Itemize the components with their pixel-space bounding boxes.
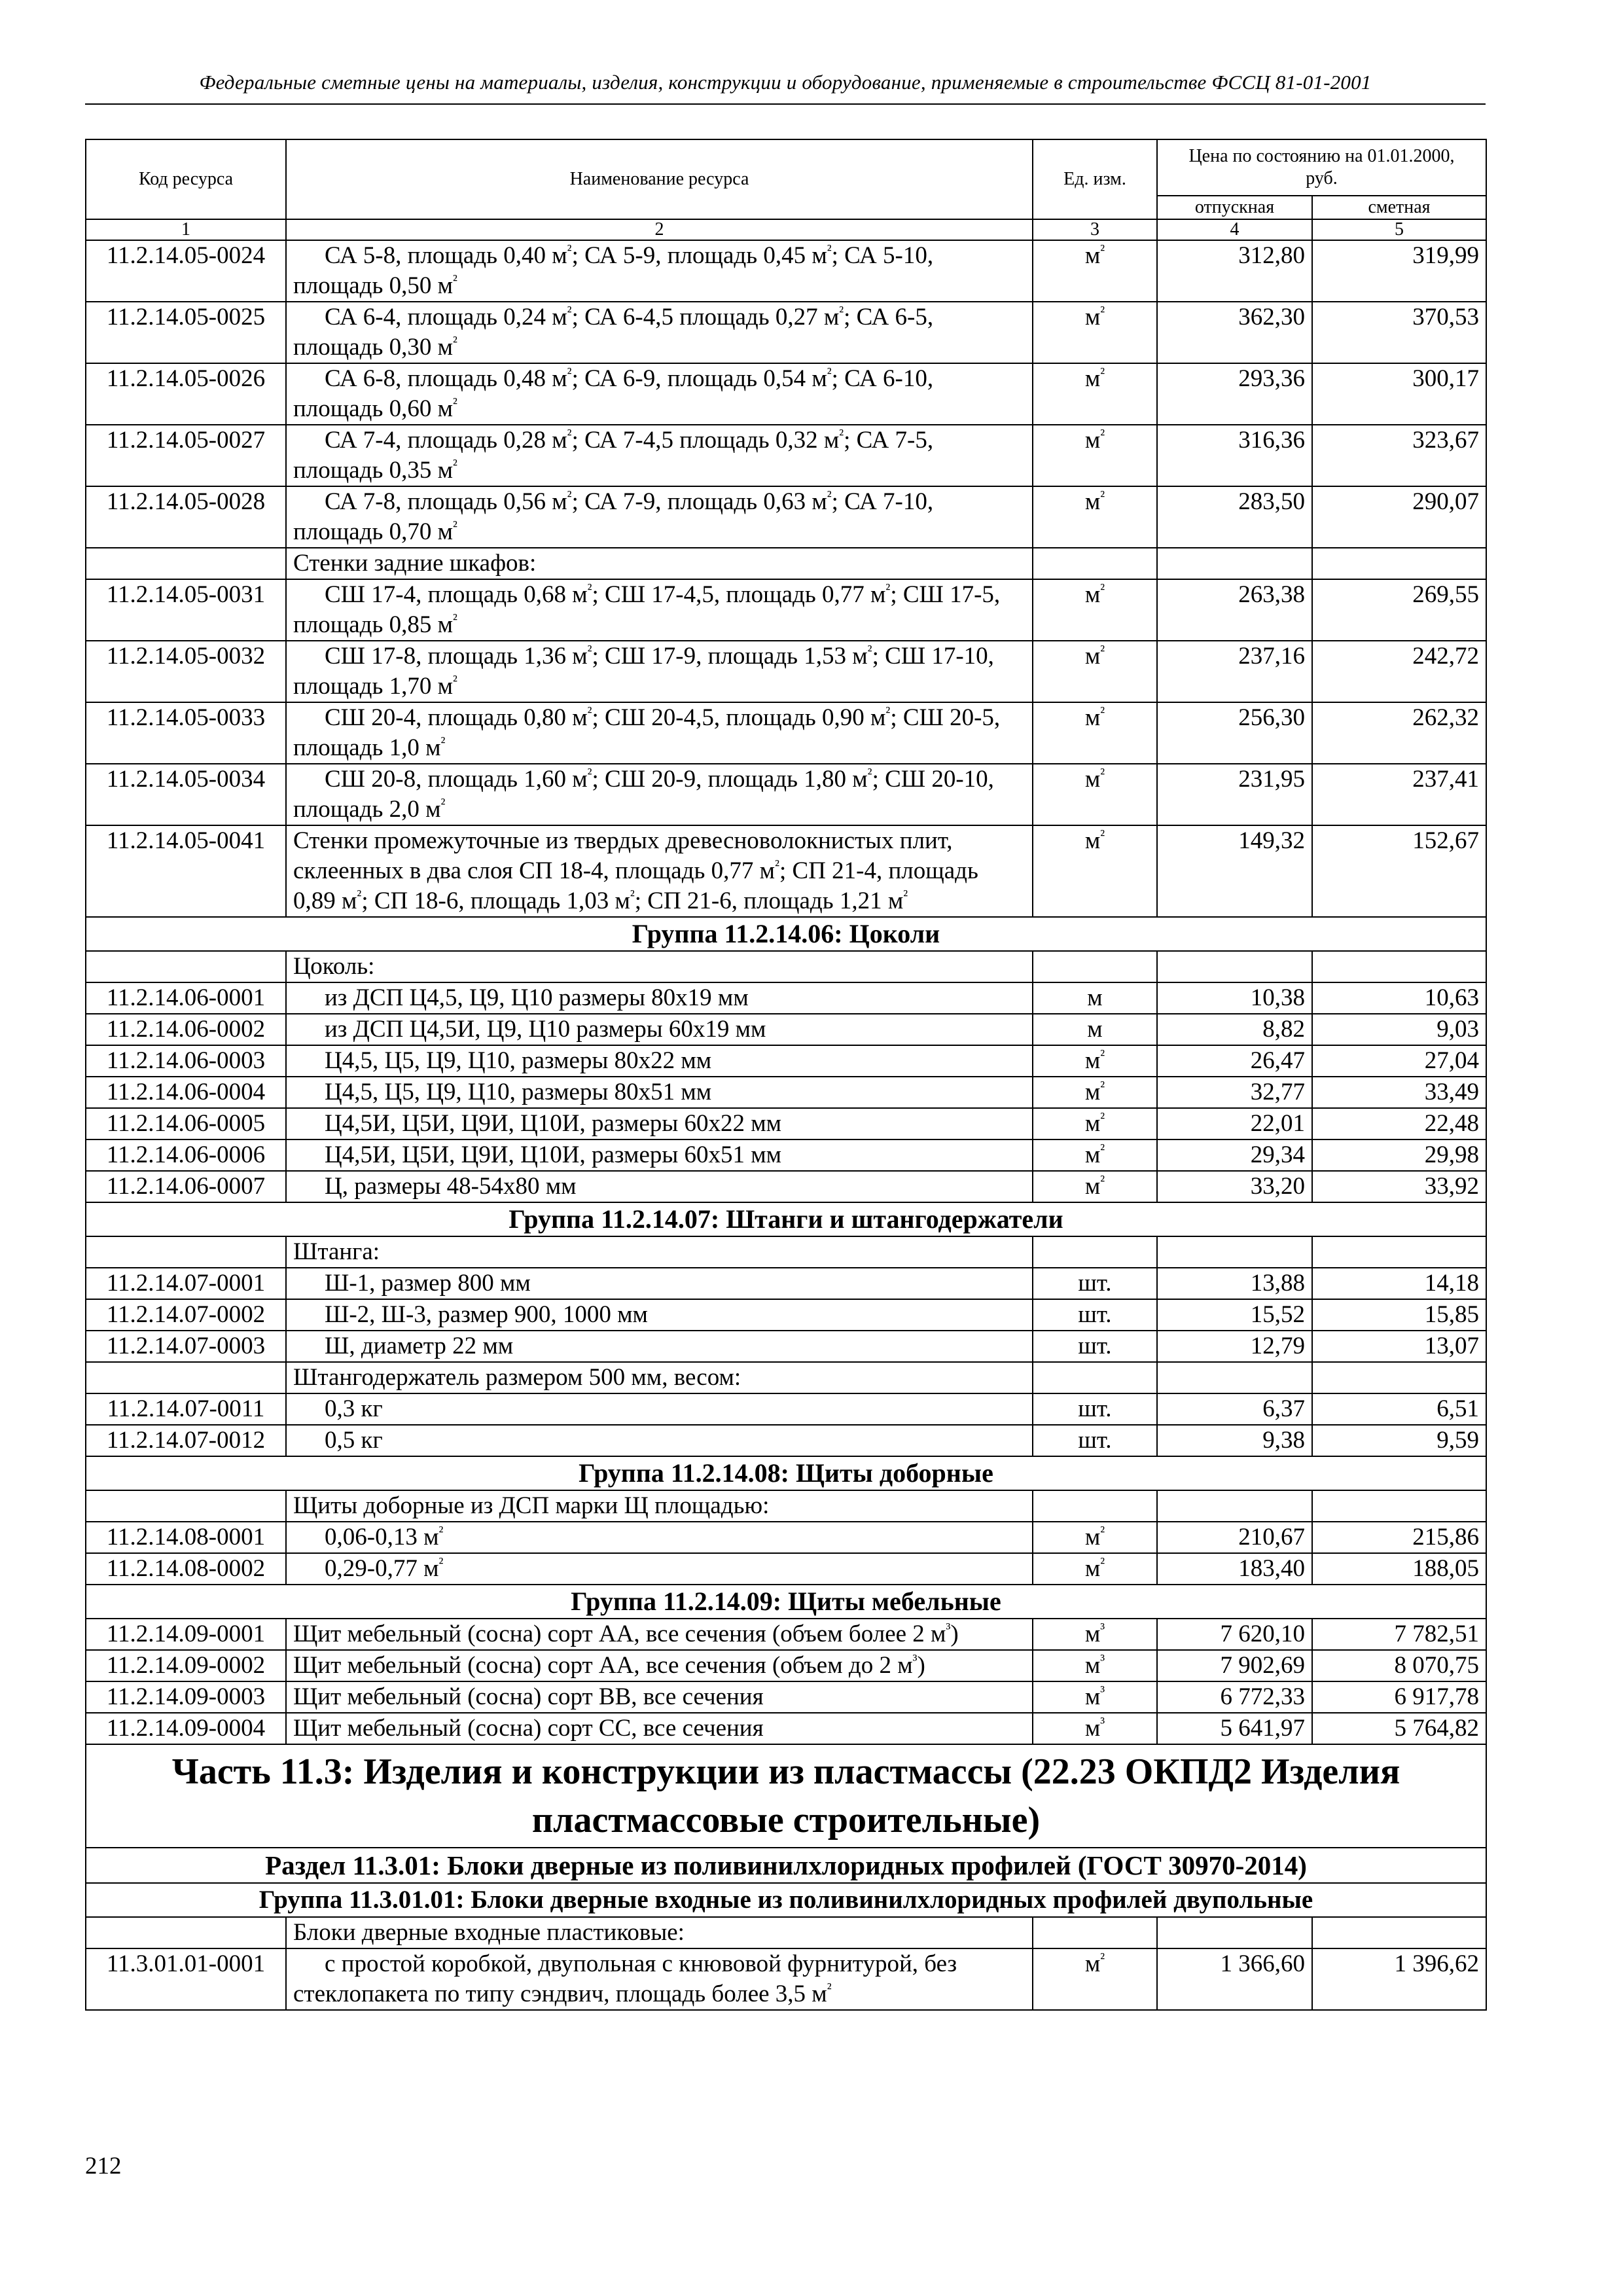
estimate-price: 14,18: [1312, 1268, 1486, 1299]
estimate-price: 27,04: [1312, 1045, 1486, 1077]
table-body: [86, 240, 1486, 2010]
estimate-price: 6 917,78: [1312, 1681, 1486, 1713]
table-row: [86, 1299, 1486, 1331]
page-number: 212: [85, 2153, 122, 2179]
table-row: [86, 1171, 1486, 1202]
estimate-price: 5 764,82: [1312, 1713, 1486, 1744]
release-price: 10,38: [1157, 982, 1312, 1014]
estimate-price: 7 782,51: [1312, 1619, 1486, 1650]
resource-name: 0,3 кг: [286, 1393, 1033, 1425]
resource-code: 11.2.14.07-0012: [86, 1425, 286, 1456]
resource-name: СА 7-4, площадь 0,28 $м^{^2}$; СА 7-4,5 площадь 0,32 $м^{^2}$; СА 7-5, площадь 0,35 $м^{^2}$: [286, 425, 1033, 486]
price-table: [85, 139, 1487, 2011]
estimate-price: 262,32: [1312, 702, 1486, 764]
caption-text: Блоки дверные входные пластиковые:: [286, 1917, 1033, 1948]
empty-unit-cell: [1033, 1917, 1157, 1948]
table-row: [86, 486, 1486, 548]
estimate-price: 215,86: [1312, 1522, 1486, 1553]
table-row: [86, 1014, 1486, 1045]
empty-code-cell: [86, 1917, 286, 1948]
unit-of-measure: $м^{^2}$: [1033, 825, 1157, 917]
table-row: [86, 764, 1486, 825]
unit-of-measure: $м^{^2}$: [1033, 1077, 1157, 1108]
caption-text: Стенки задние шкафов:: [286, 548, 1033, 579]
resource-code: 11.2.14.05-0041: [86, 825, 286, 917]
table-row: [86, 702, 1486, 764]
resource-name: СШ 17-8, площадь 1,36 $м^{^2}$; СШ 17-9, площадь 1,53 $м^{^2}$; СШ 17-10, площадь 1,70 $м^{^2}$: [286, 641, 1033, 702]
subgroup-heading: Группа 11.3.01.01: Блоки дверные входные из поливинилхлоридных профилей двупольные: [86, 1883, 1486, 1917]
release-price: 12,79: [1157, 1331, 1312, 1362]
empty-price-cell: [1312, 951, 1486, 982]
group-heading-row: [86, 1585, 1486, 1619]
unit-of-measure: $м^{^2}$: [1033, 579, 1157, 641]
unit-of-measure: $м^{^2}$: [1033, 764, 1157, 825]
resource-name: СА 6-8, площадь 0,48 $м^{^2}$; СА 6-9, площадь 0,54 $м^{^2}$; СА 6-10, площадь 0,60 $м^{^2}$: [286, 363, 1033, 425]
resource-name: СА 6-4, площадь 0,24 $м^{^2}$; СА 6-4,5 площадь 0,27 $м^{^2}$; СА 6-5, площадь 0,30 $м^{^2}$: [286, 302, 1033, 363]
resource-name: СШ 17-4, площадь 0,68 $м^{^2}$; СШ 17-4,5, площадь 0,77 $м^{^2}$; СШ 17-5, площадь 0,85 $м^{^2}$: [286, 579, 1033, 641]
estimate-price: 22,48: [1312, 1108, 1486, 1139]
estimate-price: 33,92: [1312, 1171, 1486, 1202]
unit-of-measure: $м^{^2}$: [1033, 1553, 1157, 1585]
resource-name: СА 5-8, площадь 0,40 $м^{^2}$; СА 5-9, площадь 0,45 $м^{^2}$; СА 5-10, площадь 0,50 $м^{^2}$: [286, 240, 1033, 302]
release-price: 293,36: [1157, 363, 1312, 425]
estimate-price: 13,07: [1312, 1331, 1486, 1362]
release-price: 8,82: [1157, 1014, 1312, 1045]
empty-price-cell: [1157, 1236, 1312, 1268]
resource-name: СА 7-8, площадь 0,56 $м^{^2}$; СА 7-9, площадь 0,63 $м^{^2}$; СА 7-10, площадь 0,70 $м^{^2}$: [286, 486, 1033, 548]
part-heading-row: [86, 1744, 1486, 1848]
unit-of-measure: $м^{^2}$: [1033, 1522, 1157, 1553]
unit-of-measure: шт.: [1033, 1331, 1157, 1362]
caption-text: Штангодержатель размером 500 мм, весом:: [286, 1362, 1033, 1393]
group-heading: Группа 11.2.14.07: Штанги и штангодержатели: [86, 1202, 1486, 1236]
estimate-price: 319,99: [1312, 240, 1486, 302]
estimate-price: 269,55: [1312, 579, 1486, 641]
empty-unit-cell: [1033, 1236, 1157, 1268]
empty-unit-cell: [1033, 1490, 1157, 1522]
estimate-price: 6,51: [1312, 1393, 1486, 1425]
group-heading-row: [86, 917, 1486, 951]
table-row: [86, 363, 1486, 425]
table-header: [86, 139, 1486, 240]
resource-code: 11.2.14.05-0026: [86, 363, 286, 425]
resource-code: 11.2.14.06-0004: [86, 1077, 286, 1108]
resource-code: 11.2.14.05-0028: [86, 486, 286, 548]
release-price: 6,37: [1157, 1393, 1312, 1425]
section-heading-row: [86, 1848, 1486, 1883]
table-row: [86, 1681, 1486, 1713]
resource-name: из ДСП Ц4,5И, Ц9, Ц10 размеры 60х19 мм: [286, 1014, 1033, 1045]
resource-name: 0,06-0,13 $м^{^2}$: [286, 1522, 1033, 1553]
release-price: 22,01: [1157, 1108, 1312, 1139]
resource-code: 11.2.14.05-0034: [86, 764, 286, 825]
resource-name: Ш-2, Ш-3, размер 900, 1000 мм: [286, 1299, 1033, 1331]
resource-name: Щит мебельный (сосна) сорт АА, все сечения (объем более 2 $м^{^3}$): [286, 1619, 1033, 1650]
header-divider: [85, 103, 1486, 105]
resource-name: Ц4,5И, Ц5И, Ц9И, Ц10И, размеры 60х22 мм: [286, 1108, 1033, 1139]
unit-of-measure: шт.: [1033, 1268, 1157, 1299]
resource-name: Ц4,5И, Ц5И, Ц9И, Ц10И, размеры 60х51 мм: [286, 1139, 1033, 1171]
unit-of-measure: $м^{^2}$: [1033, 302, 1157, 363]
caption-row: [86, 1917, 1486, 1948]
table-row: [86, 240, 1486, 302]
unit-of-measure: $м^{^2}$: [1033, 425, 1157, 486]
col-number: 4: [1157, 219, 1312, 240]
unit-of-measure: $м^{^2}$: [1033, 363, 1157, 425]
estimate-price: 15,85: [1312, 1299, 1486, 1331]
resource-code: 11.2.14.07-0003: [86, 1331, 286, 1362]
group-heading: Группа 11.2.14.06: Цоколи: [86, 917, 1486, 951]
resource-code: 11.2.14.05-0033: [86, 702, 286, 764]
col-header-code: Код ресурса: [86, 139, 286, 219]
resource-code: 11.2.14.09-0003: [86, 1681, 286, 1713]
resource-name: с простой коробкой, двупольная с кнювовой фурнитурой, без стеклопакета по типу сэндвич, площадь более 3,5 $м^{^2}$: [286, 1948, 1033, 2010]
release-price: 7 902,69: [1157, 1650, 1312, 1681]
unit-of-measure: $м^{^2}$: [1033, 1139, 1157, 1171]
estimate-price: 290,07: [1312, 486, 1486, 548]
resource-code: 11.2.14.06-0007: [86, 1171, 286, 1202]
empty-price-cell: [1157, 951, 1312, 982]
table-row: [86, 1650, 1486, 1681]
empty-code-cell: [86, 1490, 286, 1522]
unit-of-measure: $м^{^3}$: [1033, 1681, 1157, 1713]
table-row: [86, 1619, 1486, 1650]
empty-code-cell: [86, 1236, 286, 1268]
table-row: [86, 1331, 1486, 1362]
resource-name: Щит мебельный (сосна) сорт СС, все сечения: [286, 1713, 1033, 1744]
col-number: 3: [1033, 219, 1157, 240]
resource-code: 11.2.14.05-0027: [86, 425, 286, 486]
resource-code: 11.2.14.08-0001: [86, 1522, 286, 1553]
unit-of-measure: $м^{^2}$: [1033, 1108, 1157, 1139]
unit-of-measure: $м^{^3}$: [1033, 1650, 1157, 1681]
caption-row: [86, 548, 1486, 579]
empty-price-cell: [1157, 548, 1312, 579]
empty-price-cell: [1312, 1917, 1486, 1948]
resource-name: Ц4,5, Ц5, Ц9, Ц10, размеры 80х22 мм: [286, 1045, 1033, 1077]
resource-name: 0,29-0,77 $м^{^2}$: [286, 1553, 1033, 1585]
caption-row: [86, 1236, 1486, 1268]
col-header-price: Цена по состоянию на 01.01.2000, руб.: [1157, 139, 1486, 196]
unit-of-measure: м: [1033, 982, 1157, 1014]
resource-code: 11.2.14.05-0024: [86, 240, 286, 302]
empty-price-cell: [1157, 1490, 1312, 1522]
resource-code: 11.2.14.08-0002: [86, 1553, 286, 1585]
empty-price-cell: [1312, 1362, 1486, 1393]
running-header: Федеральные сметные цены на материалы, изделия, конструкции и оборудование, применяемые в строительстве ФССЦ 81-01-2001: [199, 71, 1372, 94]
table-row: [86, 1045, 1486, 1077]
release-price: 7 620,10: [1157, 1619, 1312, 1650]
resource-name: Ш-1, размер 800 мм: [286, 1268, 1033, 1299]
unit-of-measure: $м^{^3}$: [1033, 1619, 1157, 1650]
release-price: 26,47: [1157, 1045, 1312, 1077]
release-price: 15,52: [1157, 1299, 1312, 1331]
resource-code: 11.2.14.06-0005: [86, 1108, 286, 1139]
table-row: [86, 1268, 1486, 1299]
col-header-name: Наименование ресурса: [286, 139, 1033, 219]
caption-text: Цоколь:: [286, 951, 1033, 982]
resource-code: 11.3.01.01-0001: [86, 1948, 286, 2010]
caption-row: [86, 951, 1486, 982]
group-heading-row: [86, 1202, 1486, 1236]
resource-code: 11.2.14.06-0002: [86, 1014, 286, 1045]
estimate-price: 370,53: [1312, 302, 1486, 363]
col-header-release: отпускная: [1157, 196, 1312, 219]
resource-name: Ц4,5, Ц5, Ц9, Ц10, размеры 80х51 мм: [286, 1077, 1033, 1108]
resource-code: 11.2.14.07-0002: [86, 1299, 286, 1331]
release-price: 33,20: [1157, 1171, 1312, 1202]
column-number-row: [86, 219, 1486, 240]
release-price: 9,38: [1157, 1425, 1312, 1456]
resource-name: Стенки промежуточные из твердых древесноволокнистых плит, склеенных в два слоя СП 18-4, площадь 0,77 $м^{^2}$; СП 21-4, площадь 0,89 $м^{^2}$; СП 18-6, площадь 1,03 $м^{^2}$; СП 21-6, площадь 1,21 $м^{^2}$: [286, 825, 1033, 917]
estimate-price: 152,67: [1312, 825, 1486, 917]
empty-unit-cell: [1033, 1362, 1157, 1393]
empty-price-cell: [1312, 1490, 1486, 1522]
resource-name: из ДСП Ц4,5, Ц9, Ц10 размеры 80х19 мм: [286, 982, 1033, 1014]
estimate-price: 33,49: [1312, 1077, 1486, 1108]
resource-code: 11.2.14.05-0025: [86, 302, 286, 363]
table-row: [86, 302, 1486, 363]
estimate-price: 29,98: [1312, 1139, 1486, 1171]
table-row: [86, 1522, 1486, 1553]
release-price: 362,30: [1157, 302, 1312, 363]
empty-price-cell: [1157, 1917, 1312, 1948]
unit-of-measure: шт.: [1033, 1393, 1157, 1425]
release-price: 13,88: [1157, 1268, 1312, 1299]
empty-price-cell: [1157, 1362, 1312, 1393]
table-row: [86, 579, 1486, 641]
resource-code: 11.2.14.09-0001: [86, 1619, 286, 1650]
empty-code-cell: [86, 548, 286, 579]
release-price: 263,38: [1157, 579, 1312, 641]
release-price: 32,77: [1157, 1077, 1312, 1108]
empty-price-cell: [1312, 1236, 1486, 1268]
empty-code-cell: [86, 951, 286, 982]
resource-name: СШ 20-4, площадь 0,80 $м^{^2}$; СШ 20-4,5, площадь 0,90 $м^{^2}$; СШ 20-5, площадь 1,0 $м^{^2}$: [286, 702, 1033, 764]
col-header-estimate: сметная: [1312, 196, 1486, 219]
table-row: [86, 1393, 1486, 1425]
release-price: 1 366,60: [1157, 1948, 1312, 2010]
resource-name: СШ 20-8, площадь 1,60 $м^{^2}$; СШ 20-9, площадь 1,80 $м^{^2}$; СШ 20-10, площадь 2,0 $м^{^2}$: [286, 764, 1033, 825]
table-row: [86, 1425, 1486, 1456]
empty-price-cell: [1312, 548, 1486, 579]
group-heading-row: [86, 1456, 1486, 1490]
estimate-price: 1 396,62: [1312, 1948, 1486, 2010]
caption-row: [86, 1490, 1486, 1522]
resource-name: Ш, диаметр 22 мм: [286, 1331, 1033, 1362]
table-row: [86, 825, 1486, 917]
resource-code: 11.2.14.05-0031: [86, 579, 286, 641]
unit-of-measure: шт.: [1033, 1425, 1157, 1456]
section-heading: Раздел 11.3.01: Блоки дверные из поливинилхлоридных профилей (ГОСТ 30970-2014): [86, 1848, 1486, 1883]
table-row: [86, 425, 1486, 486]
release-price: 237,16: [1157, 641, 1312, 702]
unit-of-measure: $м^{^2}$: [1033, 240, 1157, 302]
unit-of-measure: $м^{^3}$: [1033, 1713, 1157, 1744]
resource-code: 11.2.14.07-0011: [86, 1393, 286, 1425]
release-price: 231,95: [1157, 764, 1312, 825]
resource-name: Ц, размеры 48-54х80 мм: [286, 1171, 1033, 1202]
resource-code: 11.2.14.06-0001: [86, 982, 286, 1014]
table-row: [86, 1948, 1486, 2010]
unit-of-measure: $м^{^2}$: [1033, 702, 1157, 764]
table-row: [86, 1139, 1486, 1171]
estimate-price: 237,41: [1312, 764, 1486, 825]
estimate-price: 10,63: [1312, 982, 1486, 1014]
release-price: 29,34: [1157, 1139, 1312, 1171]
unit-of-measure: $м^{^2}$: [1033, 1948, 1157, 2010]
resource-name: Щит мебельный (сосна) сорт АА, все сечения (объем до 2 $м^{^3}$): [286, 1650, 1033, 1681]
estimate-price: 323,67: [1312, 425, 1486, 486]
unit-of-measure: шт.: [1033, 1299, 1157, 1331]
col-number: 1: [86, 219, 286, 240]
col-number: 5: [1312, 219, 1486, 240]
unit-of-measure: $м^{^2}$: [1033, 1171, 1157, 1202]
unit-of-measure: м: [1033, 1014, 1157, 1045]
caption-row: [86, 1362, 1486, 1393]
resource-code: 11.2.14.06-0003: [86, 1045, 286, 1077]
release-price: 283,50: [1157, 486, 1312, 548]
table-row: [86, 1108, 1486, 1139]
release-price: 183,40: [1157, 1553, 1312, 1585]
empty-unit-cell: [1033, 951, 1157, 982]
release-price: 5 641,97: [1157, 1713, 1312, 1744]
resource-name: Щит мебельный (сосна) сорт ВВ, все сечения: [286, 1681, 1033, 1713]
unit-of-measure: $м^{^2}$: [1033, 486, 1157, 548]
group-heading: Группа 11.2.14.09: Щиты мебельные: [86, 1585, 1486, 1619]
empty-code-cell: [86, 1362, 286, 1393]
release-price: 312,80: [1157, 240, 1312, 302]
release-price: 316,36: [1157, 425, 1312, 486]
unit-of-measure: $м^{^2}$: [1033, 1045, 1157, 1077]
release-price: 6 772,33: [1157, 1681, 1312, 1713]
estimate-price: 8 070,75: [1312, 1650, 1486, 1681]
table-row: [86, 641, 1486, 702]
release-price: 149,32: [1157, 825, 1312, 917]
estimate-price: 242,72: [1312, 641, 1486, 702]
part-heading: Часть 11.3: Изделия и конструкции из пластмассы (22.23 ОКПД2 Изделия пластмассовые строительные): [86, 1744, 1486, 1848]
resource-code: 11.2.14.05-0032: [86, 641, 286, 702]
unit-of-measure: $м^{^2}$: [1033, 641, 1157, 702]
table-row: [86, 1553, 1486, 1585]
col-header-unit: Ед. изм.: [1033, 139, 1157, 219]
col-number: 2: [286, 219, 1033, 240]
estimate-price: 188,05: [1312, 1553, 1486, 1585]
table-row: [86, 1077, 1486, 1108]
subgroup-heading-row: [86, 1883, 1486, 1917]
estimate-price: 300,17: [1312, 363, 1486, 425]
caption-text: Штанга:: [286, 1236, 1033, 1268]
estimate-price: 9,59: [1312, 1425, 1486, 1456]
release-price: 210,67: [1157, 1522, 1312, 1553]
resource-code: 11.2.14.09-0002: [86, 1650, 286, 1681]
group-heading: Группа 11.2.14.08: Щиты доборные: [86, 1456, 1486, 1490]
empty-unit-cell: [1033, 548, 1157, 579]
caption-text: Щиты доборные из ДСП марки Щ площадью:: [286, 1490, 1033, 1522]
header-row: [86, 139, 1486, 196]
resource-code: 11.2.14.09-0004: [86, 1713, 286, 1744]
table-row: [86, 1713, 1486, 1744]
resource-name: 0,5 кг: [286, 1425, 1033, 1456]
release-price: 256,30: [1157, 702, 1312, 764]
table-row: [86, 982, 1486, 1014]
estimate-price: 9,03: [1312, 1014, 1486, 1045]
resource-code: 11.2.14.07-0001: [86, 1268, 286, 1299]
resource-code: 11.2.14.06-0006: [86, 1139, 286, 1171]
